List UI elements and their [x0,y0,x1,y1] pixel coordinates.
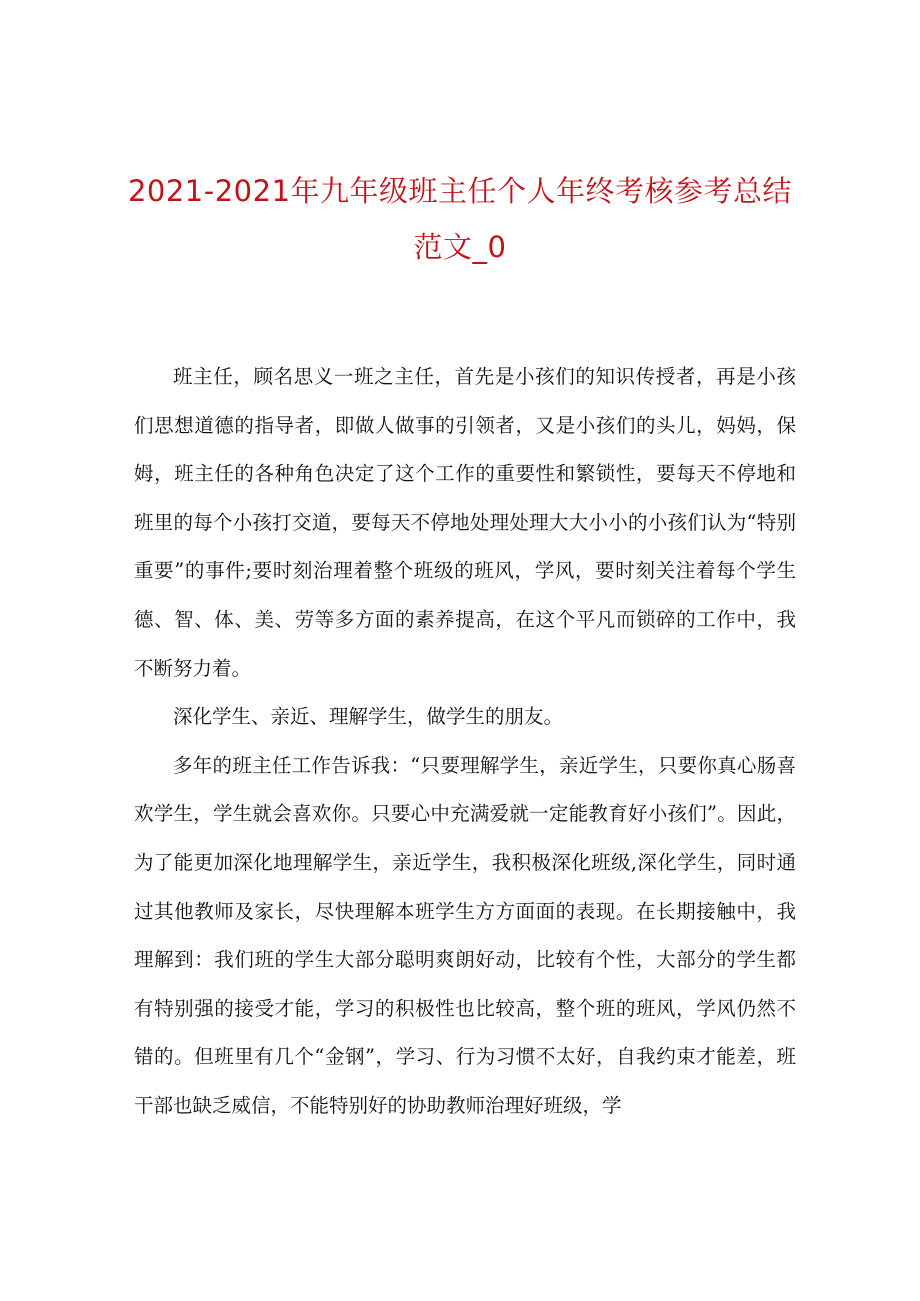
document-body [134,353,796,1131]
title-line-2: 范文_0 [413,230,507,264]
paragraph-heading: 深化学生、亲近、理解学生，做学生的朋友。 [173,705,564,729]
paragraph-experience: 多年的班主任工作告诉我：“只要理解学生，亲近学生，只要你真心肠喜欢学生，学生就会喜欢你。只要心中充满爱就一定能教育好小孩们”。因此，为了能更加深化地理解学生，亲近学生，我积极深化班级,深化学生，同时通过其他教师及家长，尽快理解本班学生方方面面的表现。在长期接触中，我理解到：我们班的学生大部分聪明爽朗好动，比较有个性，大部分的学生都有特别强的接受才能，学习的积极性也比较高，整个班的班风，学风仍然不错的。但班里有几个“金钢”，学习、行为习惯不太好，自我约束才能差，班干部也缺乏威信，不能特别好的协助教师治理好班级，学 [134,753,796,1117]
paragraph-intro: 班主任，顾名思义一班之主任，首先是小孩们的知识传授者，再是小孩们思想道德的指导者，即做人做事的引领者，又是小孩们的头儿，妈妈，保姆，班主任的各种角色决定了这个工作的重要性和繁锁性，要每天不停地和班里的每个小孩打交道，要每天不停地处理处理大大小小的小孩们认为“特别重要”的事件;要时刻治理着整个班级的班风，学风，要时刻关注着每个学生德、智、体、美、劳等多方面的素养提高，在这个平凡而锁碎的工作中，我不断努力着。 [134,365,796,680]
title-line-1: 2021-2021年九年级班主任个人年终考核参考总结 [127,174,793,208]
document-title [110,163,810,275]
